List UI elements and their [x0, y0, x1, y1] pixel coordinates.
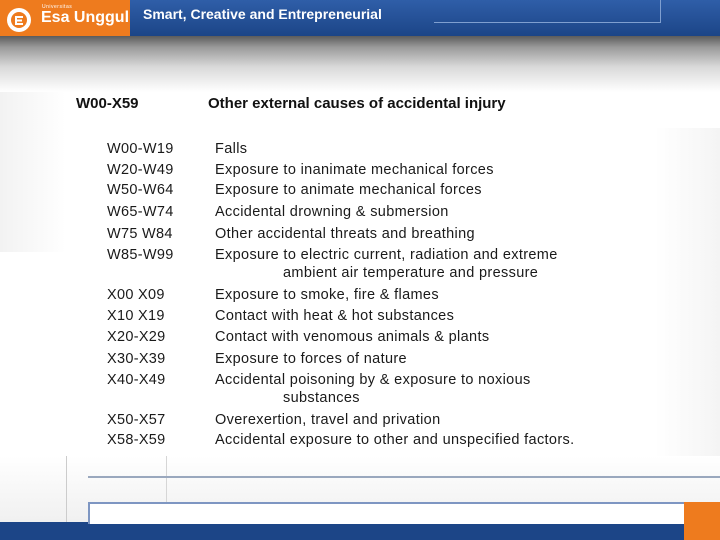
list-item-description: Falls	[215, 141, 248, 157]
list-item-continuation: substances	[283, 390, 360, 406]
list-item-description: Exposure to inanimate mechanical forces	[215, 162, 494, 178]
tagline: Smart, Creative and Entrepreneurial	[143, 6, 382, 22]
esa-unggul-logo-icon	[6, 7, 32, 33]
list-item-description: Exposure to animate mechanical forces	[215, 182, 482, 198]
list-item-description: Exposure to electric current, radiation and extreme	[215, 247, 558, 263]
left-shade	[0, 92, 66, 252]
divider-line	[166, 456, 167, 506]
list-item-description: Accidental exposure to other and unspecified factors.	[215, 432, 575, 448]
list-item-code: X58-X59	[107, 432, 166, 448]
list-item-description: Overexertion, travel and privation	[215, 412, 441, 428]
list-item-code: W20-W49	[107, 162, 174, 178]
list-item-code: X10 X19	[107, 308, 165, 324]
header-frame	[434, 0, 661, 23]
list-item-description: Exposure to forces of nature	[215, 351, 407, 367]
list-item-continuation: ambient air temperature and pressure	[283, 265, 539, 281]
list-item-code: W85-W99	[107, 247, 174, 263]
footer-rule	[88, 476, 720, 478]
footer-bar	[0, 522, 720, 540]
divider-line	[66, 456, 67, 522]
footer-accent	[684, 502, 720, 540]
footer-frame	[88, 502, 686, 524]
heading-code: W00-X59	[76, 95, 139, 112]
list-item-description: Other accidental threats and breathing	[215, 226, 475, 242]
slide-title: Other external causes of accidental injury	[208, 95, 506, 112]
list-item-code: X20-X29	[107, 329, 166, 345]
list-item-code: X00 X09	[107, 287, 165, 303]
list-item-description: Accidental drowning & submersion	[215, 204, 449, 220]
logo-subtitle: Universitas	[42, 4, 73, 10]
list-item-description: Accidental poisoning by & exposure to noxious	[215, 372, 531, 388]
list-item-description: Exposure to smoke, fire & flames	[215, 287, 439, 303]
list-item-description: Contact with heat & hot substances	[215, 308, 455, 324]
logo	[0, 0, 130, 38]
list-item-description: Contact with venomous animals & plants	[215, 329, 490, 345]
list-item-code: W65-W74	[107, 204, 174, 220]
top-gradient-band	[0, 36, 720, 92]
right-shade	[655, 128, 720, 458]
list-item-code: X50-X57	[107, 412, 166, 428]
list-item-code: X40-X49	[107, 372, 166, 388]
list-item-code: W00-W19	[107, 141, 174, 157]
list-item-code: W75 W84	[107, 226, 173, 242]
list-item-code: W50-W64	[107, 182, 174, 198]
logo-name: Esa Unggul	[41, 9, 130, 26]
list-item-code: X30-X39	[107, 351, 166, 367]
